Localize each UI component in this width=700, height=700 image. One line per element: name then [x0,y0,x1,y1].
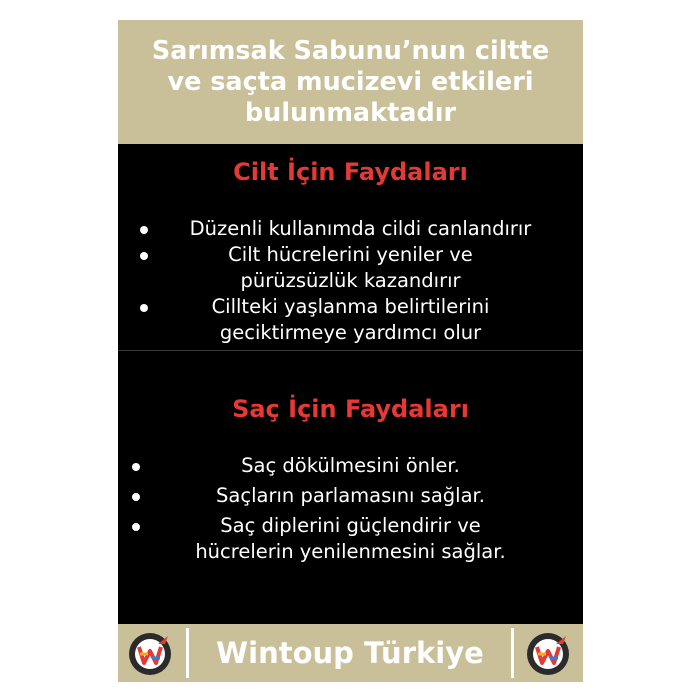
hair-benefits-list [118,453,583,565]
list-item-text: Saçların parlamasını sağlar. [216,484,485,507]
bullet-icon [132,463,140,471]
wintoup-logo-icon [128,632,172,676]
header-title-line-3: bulunmaktadır [244,97,457,128]
list-item-line-1: Cilt hücrelerini yeniler ve [228,243,473,266]
skin-benefits-title: Cilt İçin Faydaları [233,158,468,186]
list-item-text: Saç dökülmesini önler. [241,454,460,477]
list-item-line-1: Saç diplerini güçlendirir ve [220,514,481,537]
footer-bar [118,624,583,682]
list-item [118,513,583,565]
wintoup-logo-icon [526,632,570,676]
header-banner [118,20,583,144]
skin-benefits-list [118,216,583,346]
list-item [118,483,583,513]
bullet-icon [140,252,148,260]
list-item [118,294,583,346]
footer-separator-right [511,628,514,678]
list-item [118,242,583,294]
hair-benefits-title: Saç İçin Faydaları [232,395,469,423]
bullet-icon [140,304,148,312]
section-divider [118,350,583,351]
header-title-line-1: Sarımsak Sabunu’nun ciltte [151,35,550,66]
brand-name: Wintoup Türkiye [216,636,484,670]
list-item-line-1: Cillteki yaşlanma belirtilerini [211,295,490,318]
list-item [118,453,583,483]
list-item-line-2: hücrelerin yenilenmesini sağlar. [195,540,506,563]
product-info-card [118,20,583,682]
list-item-text: Düzenli kullanımda cildi canlandırır [189,217,532,240]
list-item-line-2: geciktirmeye yardımcı olur [219,321,482,344]
list-item-line-2: pürüzsüzlük kazandırır [240,269,461,292]
list-item [118,216,583,242]
header-title-line-2: ve saçta mucizevi etkileri [167,66,534,97]
bullet-icon [140,226,148,234]
bullet-icon [132,523,140,531]
bullet-icon [132,493,140,501]
